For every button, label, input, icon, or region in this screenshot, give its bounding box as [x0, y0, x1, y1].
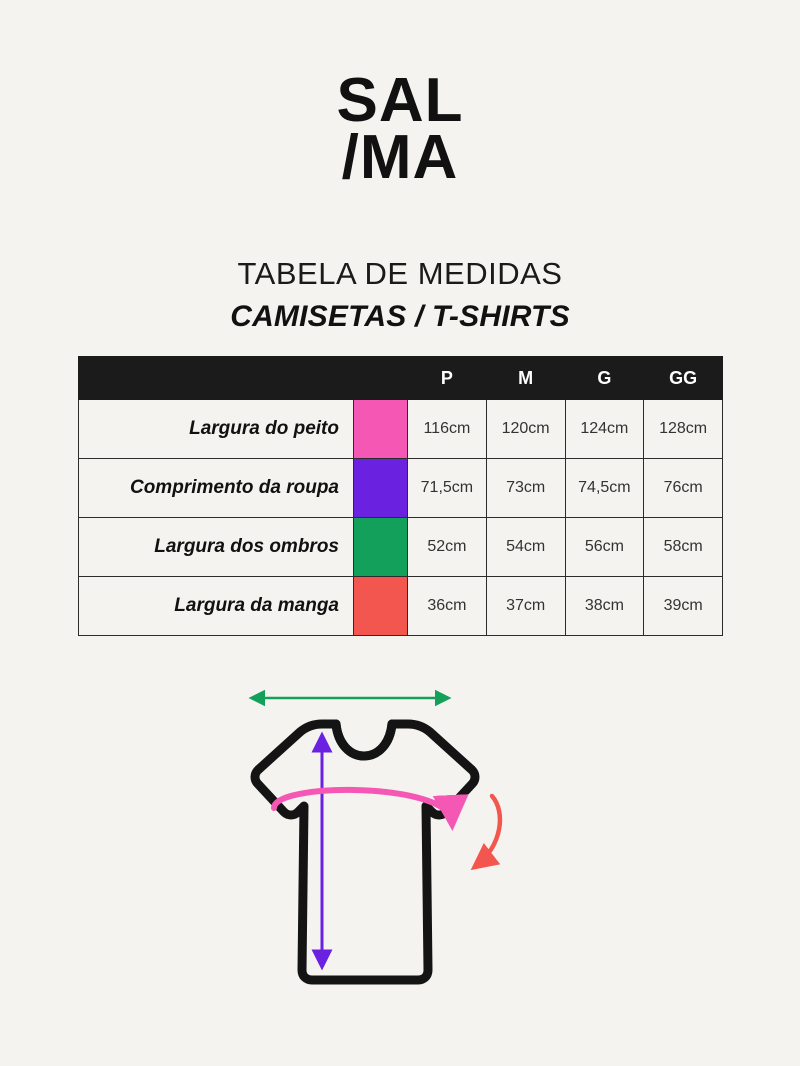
- page-title: TABELA DE MEDIDAS: [237, 256, 563, 292]
- cell-chest-width-m: 120cm: [486, 400, 565, 459]
- row-swatch-chest-width: [354, 400, 408, 459]
- cell-garment-length-p: 71,5cm: [408, 459, 487, 518]
- cell-shoulder-width-m: 54cm: [486, 518, 565, 577]
- row-label-sleeve-width: Largura da manga: [79, 577, 354, 636]
- header-color-swatch: [354, 357, 408, 400]
- header-size-p: P: [408, 357, 487, 400]
- cell-garment-length-gg: 76cm: [644, 459, 723, 518]
- brand-logo: [336, 66, 464, 193]
- row-label-garment-length: Comprimento da roupa: [79, 459, 354, 518]
- header-size-g: G: [565, 357, 644, 400]
- cell-garment-length-g: 74,5cm: [565, 459, 644, 518]
- brand-logo-line-1: SAL: [336, 66, 464, 135]
- header-measure-label: [79, 357, 354, 400]
- table-row: [79, 459, 723, 518]
- row-label-chest-width: Largura do peito: [79, 400, 354, 459]
- sleeve-width-arrow: [476, 796, 500, 866]
- row-swatch-shoulder-width: [354, 518, 408, 577]
- table-row: [79, 577, 723, 636]
- brand-logo-line-2: /MA: [341, 123, 459, 193]
- row-label-shoulder-width: Largura dos ombros: [79, 518, 354, 577]
- tshirt-collar: [336, 724, 392, 756]
- cell-garment-length-m: 73cm: [486, 459, 565, 518]
- table-header-row: [79, 357, 723, 400]
- cell-sleeve-width-m: 37cm: [486, 577, 565, 636]
- cell-shoulder-width-g: 56cm: [565, 518, 644, 577]
- size-table: [78, 356, 723, 636]
- cell-sleeve-width-p: 36cm: [408, 577, 487, 636]
- cell-sleeve-width-g: 38cm: [565, 577, 644, 636]
- size-table-header: [79, 357, 723, 400]
- page-title-block: [230, 256, 570, 334]
- cell-chest-width-gg: 128cm: [644, 400, 723, 459]
- row-swatch-garment-length: [354, 459, 408, 518]
- cell-shoulder-width-p: 52cm: [408, 518, 487, 577]
- table-row: [79, 518, 723, 577]
- header-size-gg: GG: [644, 357, 723, 400]
- page-subtitle: CAMISETAS / T-SHIRTS: [230, 300, 570, 334]
- size-table-wrapper: [78, 356, 722, 636]
- size-table-body: [79, 400, 723, 636]
- cell-chest-width-p: 116cm: [408, 400, 487, 459]
- cell-sleeve-width-gg: 39cm: [644, 577, 723, 636]
- cell-chest-width-g: 124cm: [565, 400, 644, 459]
- tshirt-measurement-diagram: [240, 670, 560, 990]
- table-row: [79, 400, 723, 459]
- header-size-m: M: [486, 357, 565, 400]
- tshirt-outline: [255, 724, 475, 980]
- cell-shoulder-width-gg: 58cm: [644, 518, 723, 577]
- row-swatch-sleeve-width: [354, 577, 408, 636]
